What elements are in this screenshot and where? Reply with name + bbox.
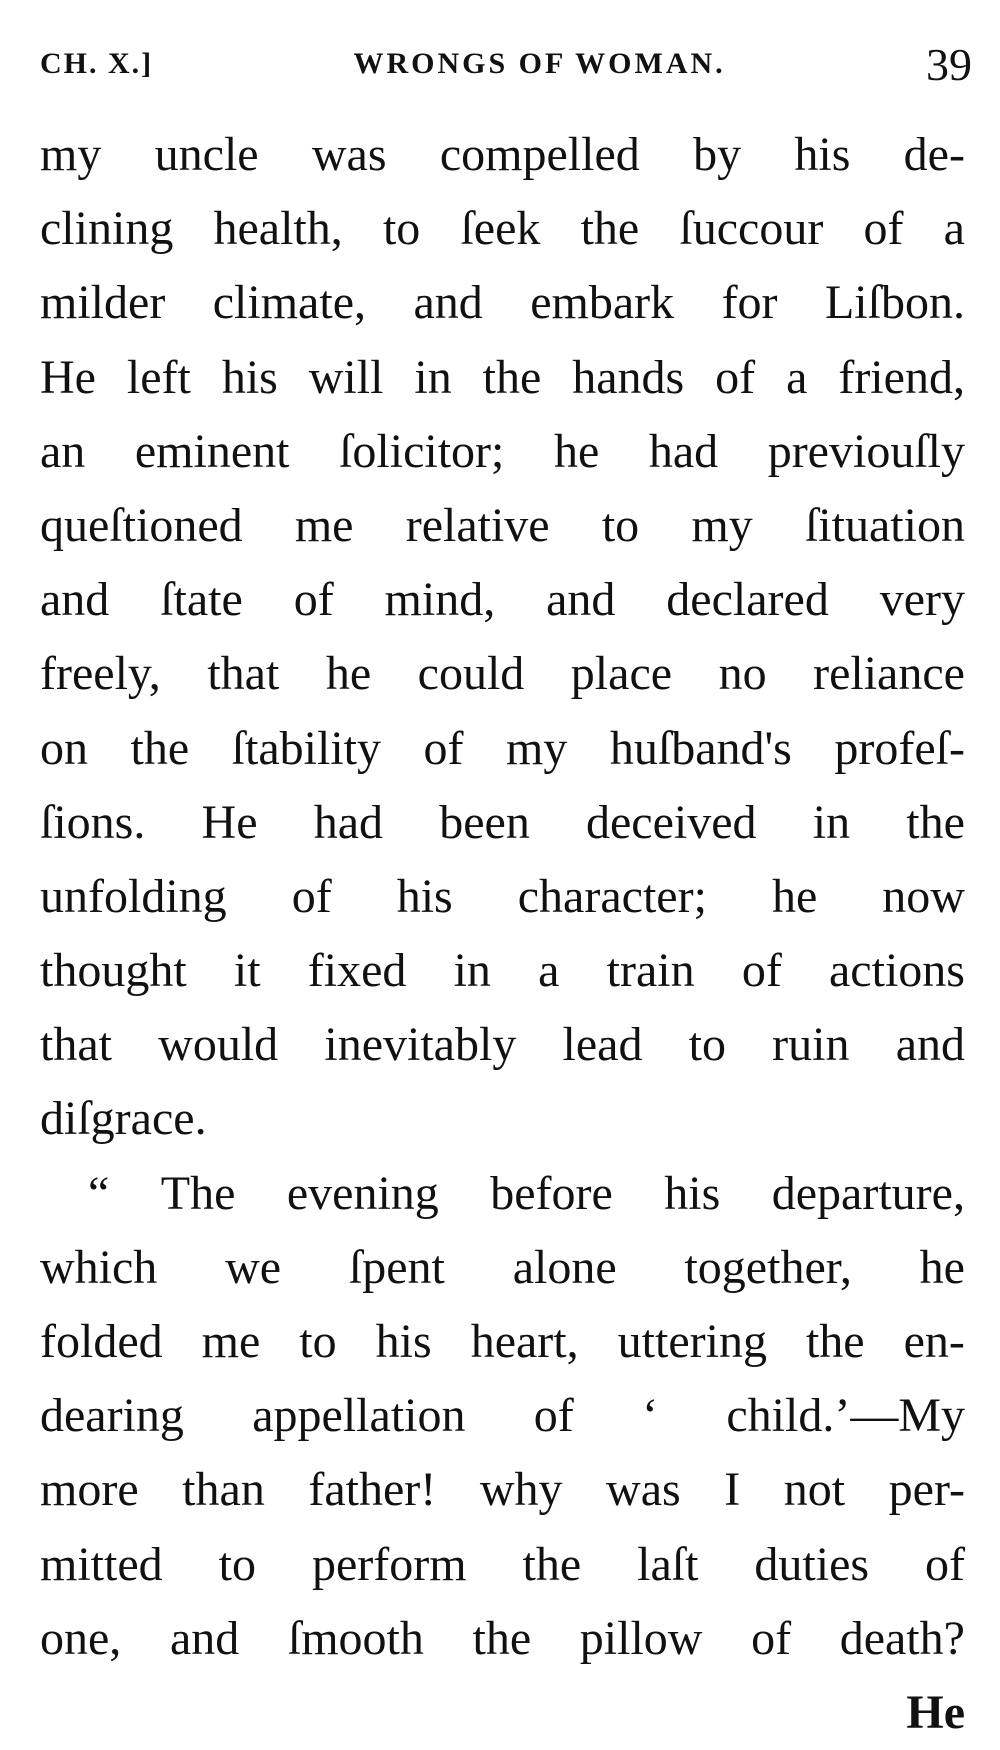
- word: reliance: [813, 647, 965, 701]
- word: a: [786, 350, 808, 404]
- word: ſtability: [231, 721, 381, 775]
- paragraph-start-line: [40, 1157, 965, 1231]
- word: the: [906, 795, 965, 849]
- word: was: [606, 1463, 681, 1517]
- running-title: WRONGS OF WOMAN.: [353, 47, 726, 80]
- word: mind,: [384, 573, 496, 627]
- word: ſtate: [160, 573, 243, 627]
- word: in: [453, 944, 491, 998]
- word: character;: [517, 869, 707, 923]
- word: that: [40, 1018, 112, 1072]
- word: my: [691, 498, 753, 552]
- word: He: [201, 795, 258, 849]
- word: of: [423, 721, 464, 775]
- word: of: [291, 869, 332, 923]
- word: ſuccour: [679, 202, 824, 256]
- word: thought: [40, 944, 187, 998]
- word: of: [863, 202, 904, 256]
- word: ruin: [772, 1018, 850, 1072]
- text-line: [40, 1305, 965, 1379]
- word: of: [925, 1537, 965, 1591]
- word: was: [311, 128, 387, 181]
- word: en-: [903, 1315, 965, 1368]
- word: He: [40, 350, 96, 404]
- word: hands: [572, 350, 685, 404]
- word: lead: [562, 1018, 643, 1072]
- word: been: [439, 795, 530, 849]
- word: my: [40, 128, 102, 181]
- catchword: He: [906, 1685, 965, 1739]
- text-line: [40, 1453, 965, 1527]
- word: dearing: [40, 1389, 184, 1443]
- word: an: [40, 424, 86, 478]
- text-line: [40, 192, 965, 266]
- word: ſions.: [40, 795, 146, 849]
- word: laſt: [637, 1537, 699, 1591]
- word: the: [482, 350, 542, 404]
- text-line: [40, 563, 965, 637]
- word: evening: [286, 1166, 439, 1220]
- word: and: [895, 1018, 965, 1072]
- text-line: [40, 1231, 965, 1305]
- word: of: [751, 1611, 792, 1665]
- word: embark: [530, 276, 675, 330]
- word: of: [533, 1389, 574, 1443]
- word: relative: [405, 498, 550, 552]
- word: ſpent: [348, 1240, 445, 1294]
- word: in: [414, 350, 452, 404]
- text-line: [40, 786, 965, 860]
- paragraph-end-line: diſgrace.: [40, 1092, 207, 1146]
- word: perform: [311, 1537, 467, 1591]
- text-line: [40, 860, 965, 934]
- word: to: [299, 1315, 337, 1368]
- word: and: [40, 573, 110, 627]
- word: I: [724, 1463, 741, 1517]
- word: friend,: [838, 350, 965, 404]
- word: his: [664, 1166, 721, 1220]
- word: Liſbon.: [824, 276, 965, 330]
- word: the: [805, 1315, 865, 1368]
- word: left: [126, 350, 191, 404]
- word: together,: [684, 1240, 852, 1294]
- word: death?: [839, 1611, 965, 1665]
- word: duties: [754, 1537, 870, 1591]
- word: his: [794, 128, 851, 181]
- word: the: [130, 721, 190, 775]
- word: previouſly: [767, 424, 965, 478]
- word: inevitably: [324, 1018, 517, 1072]
- word: my: [506, 721, 568, 775]
- word: eminent: [134, 424, 290, 478]
- word: his: [221, 350, 278, 404]
- word: deceived: [586, 795, 757, 849]
- text-line: [40, 1528, 965, 1602]
- text-line: [40, 934, 965, 1008]
- word: could: [417, 647, 525, 701]
- word: of: [293, 573, 334, 627]
- word: me: [201, 1315, 261, 1368]
- word: and: [169, 1611, 240, 1665]
- word: why: [479, 1463, 563, 1517]
- word: he: [553, 424, 600, 478]
- word: to: [601, 498, 640, 552]
- word: fixed: [307, 944, 407, 998]
- word: not: [783, 1463, 846, 1517]
- word: departure,: [771, 1166, 965, 1220]
- word: train: [606, 944, 695, 998]
- word: of: [715, 350, 756, 404]
- word: unfolding: [40, 869, 227, 923]
- word: huſband's: [609, 721, 792, 775]
- word: one,: [40, 1611, 122, 1665]
- word: the: [472, 1611, 532, 1665]
- word: to: [688, 1018, 726, 1072]
- word: before: [490, 1166, 613, 1220]
- word: very: [879, 573, 965, 627]
- word: had: [313, 795, 384, 849]
- word: to: [382, 202, 421, 256]
- word: profeſ-: [834, 721, 965, 775]
- text-line: [40, 489, 965, 563]
- word: me: [294, 498, 354, 552]
- text-line: [40, 1602, 965, 1676]
- word: appellation: [252, 1389, 466, 1443]
- page-number: 39: [925, 38, 972, 90]
- word: that: [207, 647, 280, 701]
- text-line: [40, 118, 965, 192]
- word: had: [648, 424, 719, 478]
- text-line: [40, 415, 965, 489]
- word: more: [40, 1463, 139, 1517]
- text-line: [40, 637, 965, 711]
- word: freely,: [40, 647, 161, 701]
- word: actions: [829, 944, 965, 998]
- word: a: [943, 202, 965, 256]
- text-line: [40, 266, 965, 340]
- word: child.’—My: [726, 1389, 965, 1443]
- word: pillow: [579, 1611, 703, 1665]
- word: folded: [40, 1315, 163, 1368]
- word: in: [812, 795, 851, 849]
- word: uncle: [154, 128, 259, 181]
- word: of: [741, 944, 782, 998]
- word: he: [771, 869, 818, 923]
- word: health,: [213, 202, 343, 256]
- word: queſtioned: [40, 498, 243, 552]
- word: father!: [308, 1463, 437, 1517]
- word: uttering: [617, 1315, 767, 1368]
- word: the: [580, 202, 640, 256]
- word: would: [158, 1018, 279, 1072]
- word: and: [413, 276, 483, 330]
- text-line: [40, 1008, 965, 1082]
- word: de-: [903, 128, 965, 181]
- word: we: [225, 1240, 282, 1294]
- word: clining: [40, 202, 174, 256]
- text-line: [40, 341, 965, 415]
- word: he: [325, 647, 372, 701]
- word: he: [919, 1240, 965, 1294]
- word: on: [40, 721, 88, 775]
- word: declared: [666, 573, 829, 627]
- word: heart,: [470, 1315, 579, 1368]
- word: ‘: [642, 1389, 659, 1443]
- word: place: [570, 647, 673, 701]
- word: the: [522, 1537, 582, 1591]
- text-line: [40, 1379, 965, 1453]
- word: ſituation: [804, 498, 965, 552]
- running-head: [40, 34, 972, 94]
- word: a: [538, 944, 560, 998]
- word: now: [882, 869, 965, 923]
- word: per-: [888, 1463, 965, 1517]
- word: than: [182, 1463, 265, 1517]
- word: will: [308, 350, 384, 404]
- text-line: [40, 712, 965, 786]
- word: alone: [512, 1240, 617, 1294]
- word: climate,: [212, 276, 366, 330]
- word: compelled: [439, 128, 640, 181]
- chapter-label: CH. X.]: [40, 47, 154, 80]
- word: mitted: [40, 1537, 163, 1591]
- word: for: [721, 276, 778, 330]
- word: milder: [40, 276, 166, 330]
- word: it: [233, 944, 261, 998]
- body-text: [40, 118, 965, 1750]
- word: and: [546, 573, 616, 627]
- word: no: [718, 647, 767, 701]
- word: ſmooth: [287, 1611, 424, 1665]
- word: which: [40, 1240, 158, 1294]
- word: ſolicitor;: [339, 424, 505, 478]
- word: to: [218, 1537, 256, 1591]
- word: ſeek: [460, 202, 541, 256]
- word: The: [160, 1166, 236, 1220]
- word: his: [396, 869, 453, 923]
- word: “: [88, 1166, 110, 1220]
- word: by: [693, 128, 742, 181]
- word: his: [375, 1315, 432, 1368]
